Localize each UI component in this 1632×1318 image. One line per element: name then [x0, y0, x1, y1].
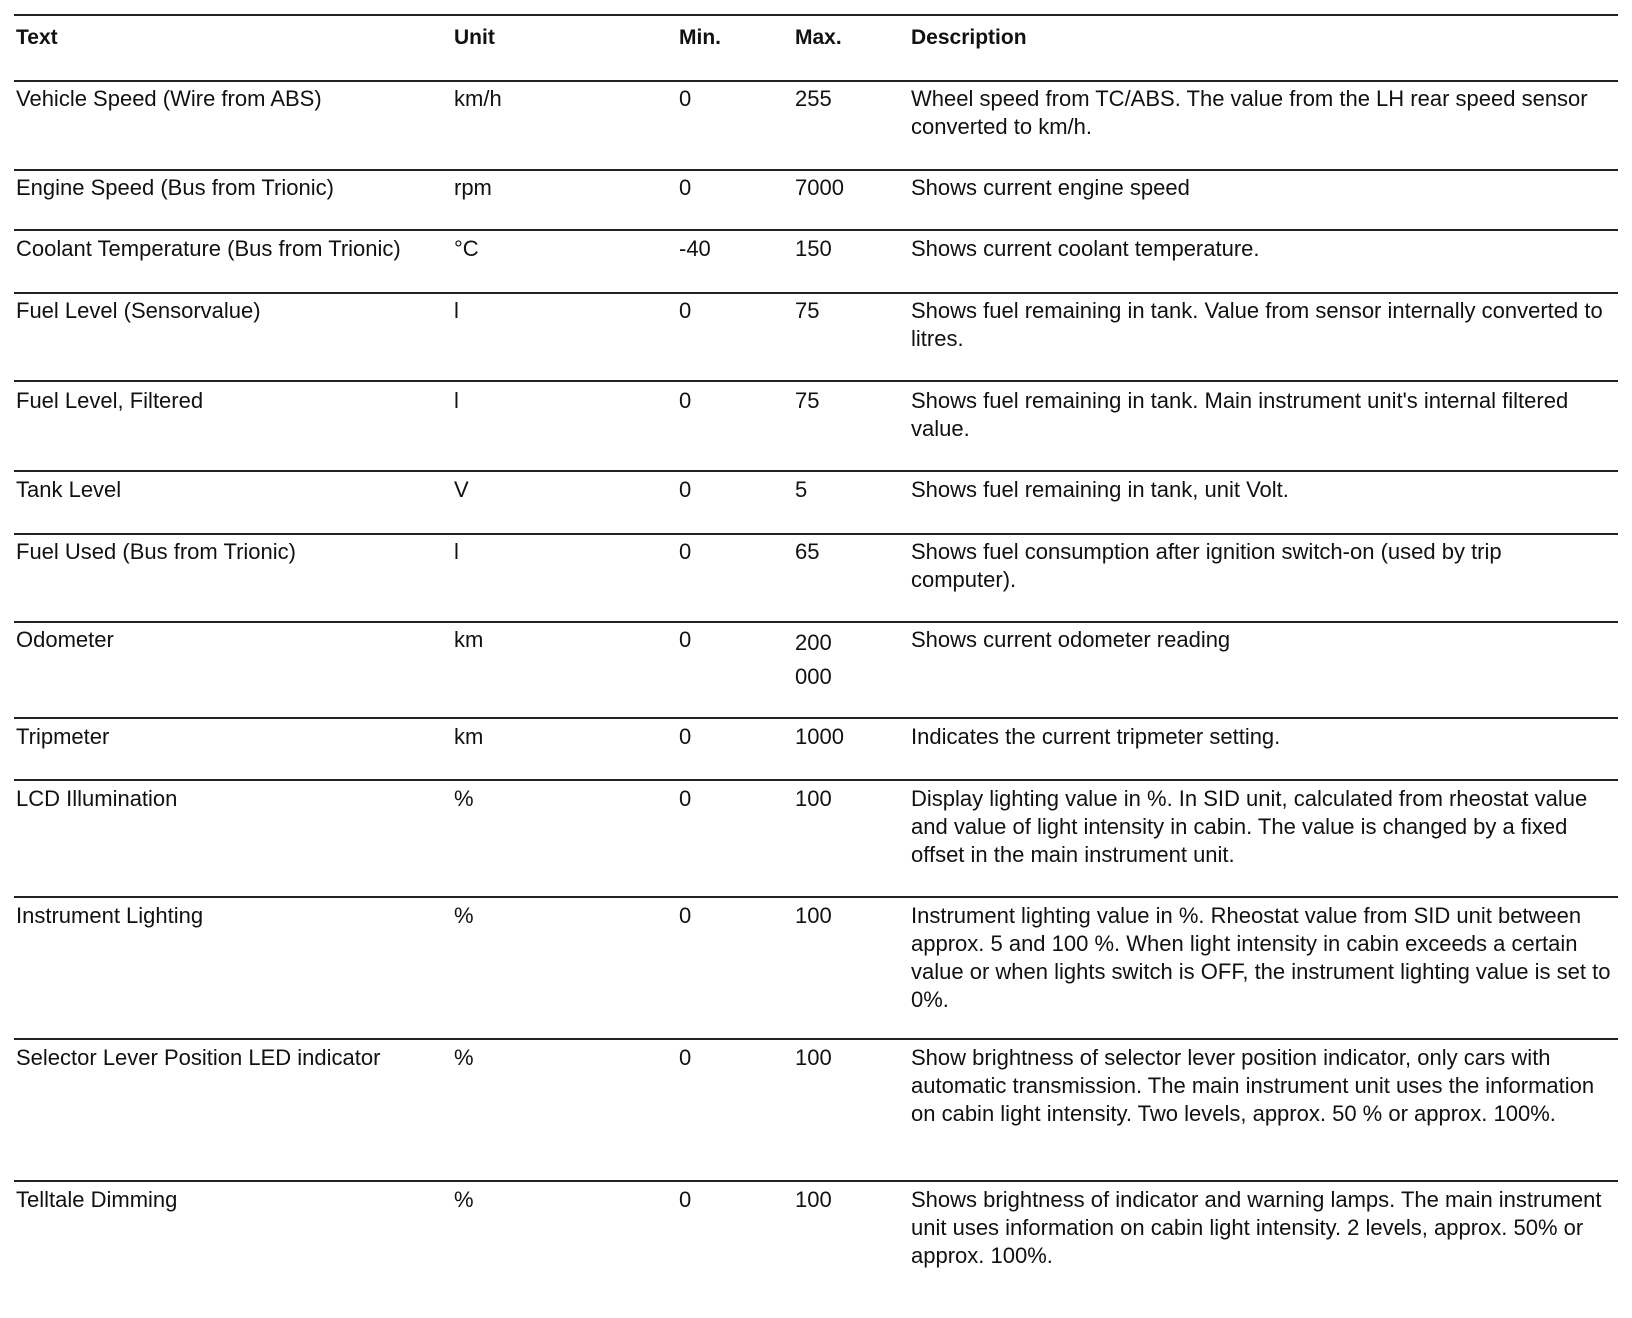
header-description: Description — [911, 26, 1027, 49]
row-description: Shows current engine speed — [911, 175, 1190, 200]
row-text: Tank Level — [16, 477, 122, 502]
row-description: Display lighting value in %. In SID unit, calculated from rheostat value and value of light intensity in cabin. The value is changed by a fixed offset in the main instrument unit. — [911, 786, 1588, 867]
row-description: Show brightness of selector lever position indicator, only cars with automatic transmission. The main instrument unit uses the information on cabin light intensity. Two levels, approx. 50 % or approx. 100%. — [911, 1045, 1595, 1126]
row-description: Shows fuel remaining in tank. Main instrument unit's internal filtered value. — [911, 388, 1569, 441]
table-row — [14, 779, 1618, 896]
row-unit: V — [454, 477, 469, 502]
row-unit: l — [454, 298, 459, 323]
row-unit: km — [454, 627, 484, 652]
row-max: 200 000 — [795, 630, 832, 689]
row-unit: l — [454, 388, 459, 413]
row-description: Shows brightness of indicator and warning lamps. The main instrument unit uses information on cabin light intensity. 2 levels, approx. 50% or approx. 100%. — [911, 1187, 1602, 1268]
row-unit: rpm — [454, 175, 492, 200]
row-text: Fuel Level, Filtered — [16, 388, 204, 413]
row-min: -40 — [679, 236, 711, 261]
row-max: 100 — [795, 903, 832, 928]
header-max: Max. — [795, 26, 842, 49]
row-unit: % — [454, 1187, 474, 1212]
row-description: Indicates the current tripmeter setting. — [911, 724, 1281, 749]
row-max: 1000 — [795, 724, 844, 749]
row-min: 0 — [679, 298, 692, 323]
row-text: Coolant Temperature (Bus from Trionic) — [16, 236, 401, 261]
row-max: 75 — [795, 388, 820, 413]
row-max: 100 — [795, 786, 832, 811]
header-text: Text — [16, 26, 58, 49]
row-text: Vehicle Speed (Wire from ABS) — [16, 86, 322, 111]
row-unit: % — [454, 1045, 474, 1070]
row-description: Shows current coolant temperature. — [911, 236, 1260, 261]
row-max: 65 — [795, 539, 820, 564]
row-description: Instrument lighting value in %. Rheostat value from SID unit between approx. 5 and 100 %. When light intensity in cabin exceeds a certain value or when lights switch is OFF, the instrument lighting value is set to 0%. — [911, 903, 1611, 1012]
row-max: 255 — [795, 86, 832, 111]
row-max: 100 — [795, 1045, 832, 1070]
table-row — [14, 717, 1618, 779]
row-description: Shows fuel remaining in tank. Value from sensor internally converted to litres. — [911, 298, 1603, 351]
row-unit: % — [454, 903, 474, 928]
row-max: 75 — [795, 298, 820, 323]
header-min: Min. — [679, 26, 721, 49]
row-unit: km/h — [454, 86, 502, 111]
row-min: 0 — [679, 903, 692, 928]
row-text: Odometer — [16, 627, 114, 652]
table-row — [14, 1180, 1618, 1282]
row-text: Fuel Level (Sensorvalue) — [16, 298, 261, 323]
table-row — [14, 80, 1618, 169]
row-min: 0 — [679, 539, 692, 564]
row-max: 100 — [795, 1187, 832, 1212]
table-row — [14, 533, 1618, 621]
table-row — [14, 292, 1618, 380]
table-row — [14, 896, 1618, 1038]
table-row — [14, 1038, 1618, 1180]
row-text: Tripmeter — [16, 724, 110, 749]
row-max: 5 — [795, 477, 808, 502]
table-row — [14, 380, 1618, 470]
table-row — [14, 621, 1618, 717]
row-text: Engine Speed (Bus from Trionic) — [16, 175, 334, 200]
table-row — [14, 470, 1618, 533]
row-min: 0 — [679, 786, 692, 811]
row-unit: °C — [454, 236, 479, 261]
table-row — [14, 169, 1618, 229]
row-text: LCD Illumination — [16, 786, 178, 811]
row-min: 0 — [679, 175, 692, 200]
row-min: 0 — [679, 1187, 692, 1212]
data-table — [14, 14, 1618, 1282]
row-min: 0 — [679, 86, 692, 111]
row-description: Shows fuel remaining in tank, unit Volt. — [911, 477, 1289, 502]
row-text: Instrument Lighting — [16, 903, 204, 928]
row-description: Shows current odometer reading — [911, 627, 1231, 652]
row-min: 0 — [679, 477, 692, 502]
row-text: Selector Lever Position LED indicator — [16, 1045, 381, 1070]
row-min: 0 — [679, 1045, 692, 1070]
row-unit: l — [454, 539, 459, 564]
row-unit: % — [454, 786, 474, 811]
row-min: 0 — [679, 388, 692, 413]
row-description: Wheel speed from TC/ABS. The value from the LH rear speed sensor converted to km/h. — [911, 86, 1588, 139]
header-unit: Unit — [454, 26, 495, 49]
row-min: 0 — [679, 627, 692, 652]
row-text: Fuel Used (Bus from Trionic) — [16, 539, 296, 564]
table-header-row — [14, 14, 1618, 80]
row-unit: km — [454, 724, 484, 749]
table-row — [14, 229, 1618, 292]
row-max: 7000 — [795, 175, 844, 200]
row-min: 0 — [679, 724, 692, 749]
row-description: Shows fuel consumption after ignition switch-on (used by trip computer). — [911, 539, 1502, 592]
row-max: 150 — [795, 236, 832, 261]
row-text: Telltale Dimming — [16, 1187, 178, 1212]
